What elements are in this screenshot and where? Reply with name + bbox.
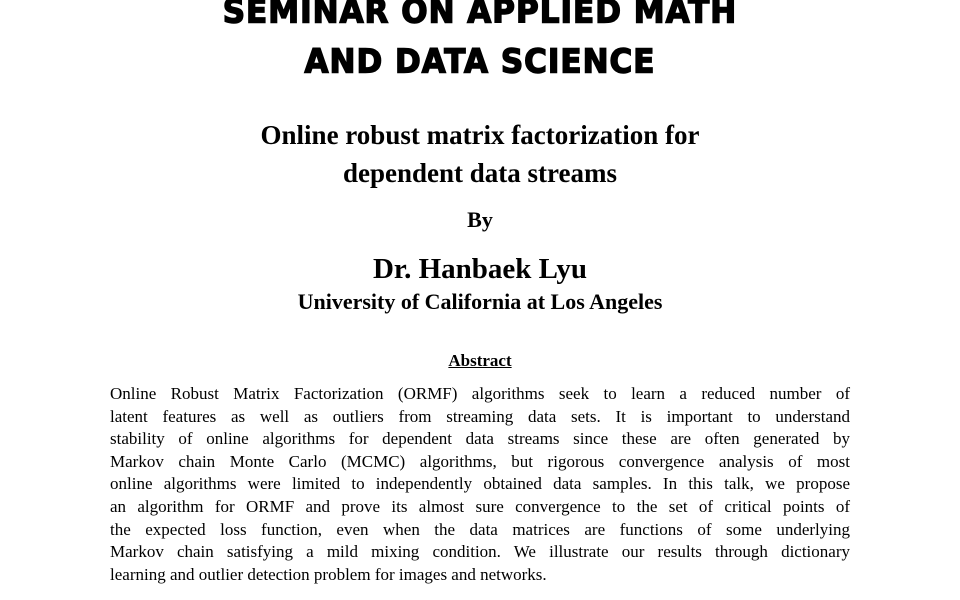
abstract-heading-text: Abstract	[448, 351, 512, 370]
abstract-line: stability of online algorithms for dependent data streams since these are often generated by	[110, 429, 850, 449]
speaker-name: Dr. Hanbaek Lyu	[372, 253, 588, 285]
abstract-line: latent features as well as outliers from streaming data sets. It is important to understand	[110, 406, 850, 426]
talk-title-line-1: Online robust matrix factorization for	[260, 120, 700, 150]
abstract-line: online algorithms were limited to independently obtained data samples. In this talk, we propose	[110, 474, 850, 494]
by-label: By	[467, 207, 493, 232]
seminar-banner-line-1: SEMINAR ON APPLIED MATH	[222, 0, 738, 31]
speaker-affiliation: University of California at Los Angeles	[297, 289, 663, 314]
abstract-body	[110, 383, 850, 586]
talk-title-line-2: dependent data streams	[342, 158, 617, 188]
abstract-heading	[0, 349, 960, 373]
abstract-line: Online Robust Matrix Factorization (ORMF) algorithms seek to learn a reduced number of	[110, 384, 850, 403]
abstract-line: the expected loss function, even when the data matrices are functions of some underlying	[110, 519, 850, 539]
seminar-banner-line-2: AND DATA SCIENCE	[304, 43, 656, 81]
abstract-line: Markov chain Monte Carlo (MCMC) algorithms, but rigorous convergence analysis of most	[110, 451, 850, 471]
abstract-line: Markov chain satisfying a mild mixing condition. We illustrate our results through dictionary	[110, 542, 850, 562]
abstract-line: learning and outlier detection problem for images and networks.	[110, 564, 547, 584]
abstract-line: an algorithm for ORMF and prove its almost sure convergence to the set of critical points of	[110, 496, 850, 516]
